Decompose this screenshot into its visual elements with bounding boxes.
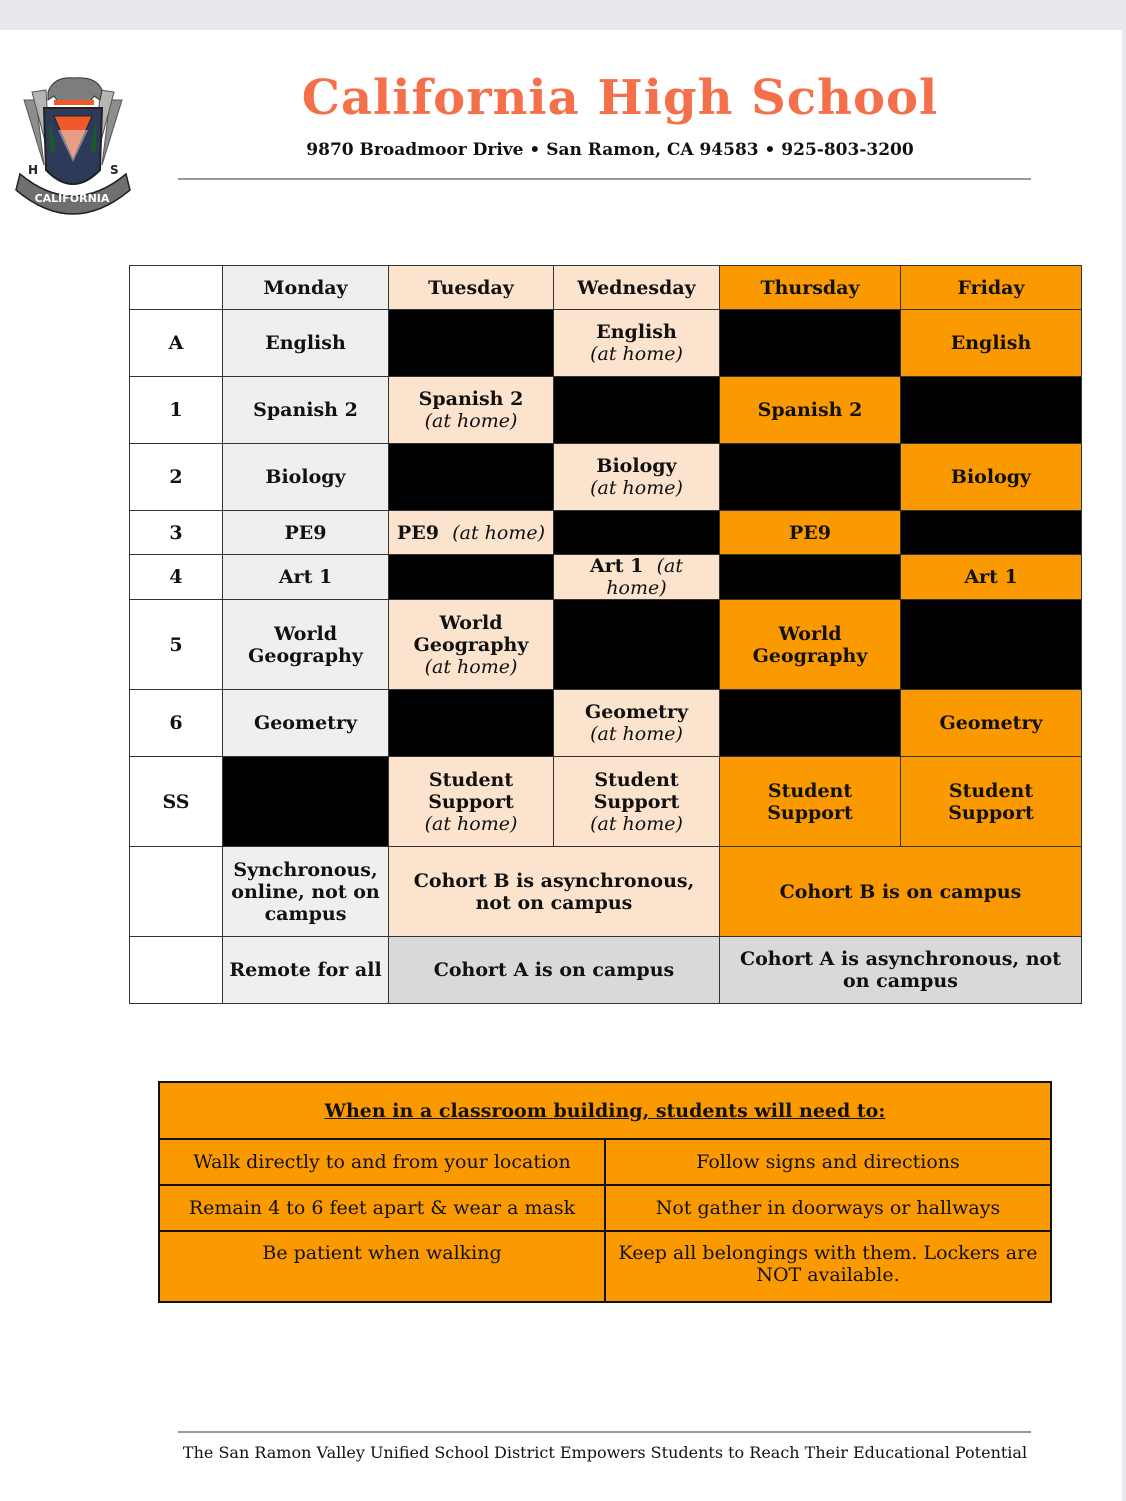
school-name-title: California High School (301, 70, 939, 126)
at-home-note: (at home) (424, 410, 518, 432)
rule-item: Walk directly to and from your location (159, 1139, 605, 1185)
table-row (130, 310, 1082, 377)
class-cell: Art 1 (223, 555, 389, 600)
empty-cell (389, 690, 554, 757)
at-home-note: (at home) (424, 655, 518, 678)
class-name: Student Support (593, 768, 680, 813)
class-name: World Geography (413, 611, 529, 656)
class-cell: World Geography (720, 600, 901, 690)
rule-item: Follow signs and directions (605, 1139, 1051, 1185)
weekly-schedule-table (129, 265, 1082, 1004)
class-cell-at-home (389, 377, 554, 444)
table-row (130, 757, 1082, 847)
thu-fri-cohort-a-note: Cohort A is asynchronous, not on campus (720, 937, 1082, 1004)
svg-text:S: S (110, 163, 119, 177)
class-name: Art 1 (590, 555, 644, 577)
table-row (130, 555, 1082, 600)
day-header-monday: Monday (223, 266, 389, 310)
class-cell: Student Support (901, 757, 1082, 847)
rule-item: Not gather in doorways or hallways (605, 1185, 1051, 1231)
at-home-note: (at home) (424, 812, 518, 835)
period-label: 1 (130, 377, 223, 444)
class-name: Spanish 2 (418, 388, 524, 410)
at-home-note: (at home) (606, 555, 683, 599)
table-row (130, 690, 1082, 757)
empty-label-cell (130, 847, 223, 937)
class-name: Student Support (428, 768, 514, 813)
table-row (130, 847, 1082, 937)
day-header-tuesday: Tuesday (389, 266, 554, 310)
table-row (130, 511, 1082, 555)
empty-cell (901, 600, 1082, 690)
rule-item: Be patient when walking (159, 1231, 605, 1302)
empty-cell (901, 511, 1082, 555)
monday-mode-note: Remote for all (223, 937, 389, 1004)
svg-text:CALIFORNIA: CALIFORNIA (34, 192, 110, 205)
class-cell-at-home (554, 444, 720, 511)
class-cell: Biology (223, 444, 389, 511)
svg-text:H: H (28, 163, 39, 177)
header-divider (178, 178, 1031, 180)
document-page (0, 30, 1122, 1501)
period-label: SS (130, 757, 223, 847)
footer-divider (178, 1431, 1031, 1433)
period-label: 2 (130, 444, 223, 511)
school-address: 9870 Broadmoor Drive • San Ramon, CA 94583 • 925-803-3200 (306, 140, 914, 160)
period-label: 3 (130, 511, 223, 555)
class-name: PE9 (397, 521, 439, 544)
table-row (130, 937, 1082, 1004)
tue-wed-cohort-a-note: Cohort A is on campus (389, 937, 720, 1004)
class-cell-at-home (554, 757, 720, 847)
school-crest-logo (14, 70, 132, 232)
class-cell-at-home (554, 555, 720, 600)
table-row (130, 444, 1082, 511)
district-motto: The San Ramon Valley Unified School District Empowers Students to Reach Their Educational Potential (182, 1443, 1028, 1462)
period-label: A (130, 310, 223, 377)
class-name: Geometry (584, 701, 688, 723)
tue-wed-cohort-b-note: Cohort B is asynchronous, not on campus (389, 847, 720, 937)
class-cell: Student Support (720, 757, 901, 847)
class-cell: Geometry (901, 690, 1082, 757)
class-cell: Geometry (223, 690, 389, 757)
corner-cell (130, 266, 223, 310)
empty-cell (720, 690, 901, 757)
empty-cell (554, 511, 720, 555)
day-header-wednesday: Wednesday (554, 266, 720, 310)
empty-label-cell (130, 937, 223, 1004)
rules-heading: When in a classroom building, students will need to: (159, 1082, 1051, 1139)
empty-cell (554, 600, 720, 690)
empty-cell (389, 555, 554, 600)
at-home-note: (at home) (590, 477, 683, 499)
day-header-thursday: Thursday (720, 266, 901, 310)
empty-cell (720, 555, 901, 600)
period-label: 5 (130, 600, 223, 690)
at-home-note: (at home) (590, 812, 683, 835)
class-cell: English (901, 310, 1082, 377)
thu-fri-cohort-b-note: Cohort B is on campus (720, 847, 1082, 937)
table-row (130, 377, 1082, 444)
class-cell-at-home (389, 757, 554, 847)
class-cell-at-home (389, 600, 554, 690)
rule-item: Keep all belongings with them. Lockers are NOT available. (605, 1231, 1051, 1302)
building-rules-table (158, 1081, 1052, 1303)
at-home-note: (at home) (590, 723, 683, 745)
class-cell: Spanish 2 (223, 377, 389, 444)
class-cell-at-home (389, 511, 554, 555)
rule-item: Remain 4 to 6 feet apart & wear a mask (159, 1185, 605, 1231)
table-header-row (130, 266, 1082, 310)
class-cell: English (223, 310, 389, 377)
empty-cell (720, 310, 901, 377)
at-home-note: (at home) (452, 521, 545, 544)
empty-cell (901, 377, 1082, 444)
empty-cell (223, 757, 389, 847)
class-cell-at-home (554, 690, 720, 757)
at-home-note: (at home) (590, 343, 683, 365)
period-label: 4 (130, 555, 223, 600)
day-header-friday: Friday (901, 266, 1082, 310)
class-cell: PE9 (223, 511, 389, 555)
empty-cell (720, 444, 901, 511)
class-cell: Spanish 2 (720, 377, 901, 444)
monday-mode-note: Synchronous, online, not on campus (223, 847, 389, 937)
empty-cell (554, 377, 720, 444)
class-cell: World Geography (223, 600, 389, 690)
table-row (130, 600, 1082, 690)
class-cell-at-home (554, 310, 720, 377)
class-cell: Biology (901, 444, 1082, 511)
class-name: Biology (596, 455, 677, 477)
empty-cell (389, 444, 554, 511)
period-label: 6 (130, 690, 223, 757)
class-cell: Art 1 (901, 555, 1082, 600)
empty-cell (389, 310, 554, 377)
class-cell: PE9 (720, 511, 901, 555)
class-name: English (596, 321, 677, 343)
